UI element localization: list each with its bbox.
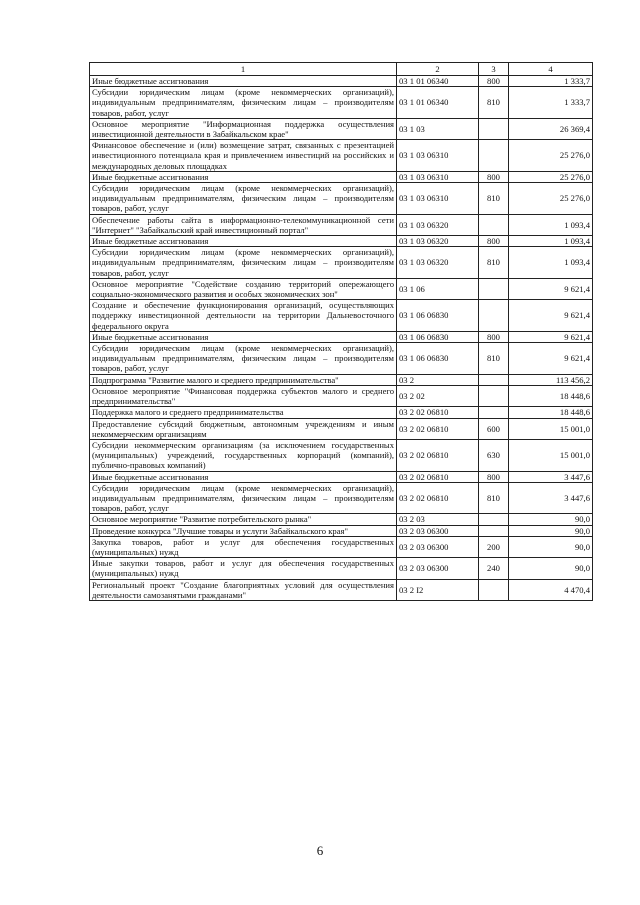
row-code-cell: 03 1 03 06320 [397, 236, 479, 247]
row-code-cell: 03 1 06 [397, 278, 479, 299]
row-type-cell [479, 579, 509, 600]
table-row [90, 536, 593, 557]
row-name-cell: Субсидии юридическим лицам (кроме некоммерческих организаций), индивидуальным предпринимателям, физическим лицам – производителям товаров, работ, услуг [90, 87, 397, 119]
row-amount-cell: 26 369,4 [509, 118, 593, 139]
row-type-cell: 800 [479, 171, 509, 182]
page-number: 6 [316, 843, 324, 858]
row-code-cell: 03 2 02 06810 [397, 482, 479, 514]
row-code-cell: 03 2 03 [397, 514, 479, 525]
row-name-cell: Иные бюджетные ассигнования [90, 331, 397, 342]
row-amount-cell: 25 276,0 [509, 140, 593, 172]
row-name-cell: Проведение конкурса "Лучшие товары и услуги Забайкальского края" [90, 525, 397, 536]
table-row [90, 385, 593, 406]
row-code-cell: 03 2 02 06810 [397, 418, 479, 439]
table-row [90, 140, 593, 172]
row-code-cell: 03 2 02 06810 [397, 407, 479, 418]
table-row [90, 418, 593, 439]
table-row [90, 331, 593, 342]
row-type-cell [479, 118, 509, 139]
row-type-cell [479, 214, 509, 235]
row-type-cell: 810 [479, 87, 509, 119]
header-col-4: 4 [509, 63, 593, 76]
row-amount-cell: 1 333,7 [509, 76, 593, 87]
row-amount-cell: 90,0 [509, 525, 593, 536]
table-row [90, 482, 593, 514]
row-name-cell: Иные бюджетные ассигнования [90, 471, 397, 482]
row-name-cell: Субсидии юридическим лицам (кроме некоммерческих организаций), индивидуальным предпринимателям, физическим лицам – производителям товаров, работ, услуг [90, 247, 397, 279]
row-code-cell: 03 1 01 06340 [397, 87, 479, 119]
row-type-cell: 810 [479, 343, 509, 375]
row-type-cell [479, 300, 509, 332]
row-name-cell: Субсидии некоммерческим организациям (за исключением государственных (муниципальных) учреждений, государственных корпораций (компаний), публично-правовых компаний) [90, 439, 397, 471]
table-row [90, 471, 593, 482]
row-amount-cell: 18 448,6 [509, 385, 593, 406]
table-row [90, 118, 593, 139]
row-amount-cell: 1 333,7 [509, 87, 593, 119]
row-amount-cell: 3 447,6 [509, 471, 593, 482]
row-amount-cell: 9 621,4 [509, 343, 593, 375]
row-name-cell: Финансовое обеспечение и (или) возмещение затрат, связанных с презентацией инвестиционного потенциала края и привлечением инвестиций на российских и международных деловых площадках [90, 140, 397, 172]
row-code-cell: 03 1 06 06830 [397, 331, 479, 342]
row-amount-cell: 25 276,0 [509, 183, 593, 215]
table-row [90, 236, 593, 247]
row-amount-cell: 90,0 [509, 514, 593, 525]
row-code-cell: 03 1 01 06340 [397, 76, 479, 87]
row-type-cell: 240 [479, 558, 509, 579]
row-type-cell: 810 [479, 183, 509, 215]
table-row [90, 171, 593, 182]
row-name-cell: Предоставление субсидий бюджетным, автономным учреждениям и иным некоммерческим организациям [90, 418, 397, 439]
row-code-cell: 03 2 I2 [397, 579, 479, 600]
row-code-cell: 03 1 03 [397, 118, 479, 139]
row-name-cell: Основное мероприятие "Содействие созданию территорий опережающего социально-экономического развития и особых экономических зон" [90, 278, 397, 299]
row-code-cell: 03 1 03 06320 [397, 247, 479, 279]
row-type-cell: 800 [479, 236, 509, 247]
row-amount-cell: 9 621,4 [509, 331, 593, 342]
row-code-cell: 03 2 02 06810 [397, 471, 479, 482]
row-name-cell: Субсидии юридическим лицам (кроме некоммерческих организаций), индивидуальным предпринимателям, физическим лицам – производителям товаров, работ, услуг [90, 482, 397, 514]
table-body [90, 76, 593, 601]
table-header-row [90, 63, 593, 76]
table-row [90, 300, 593, 332]
row-name-cell: Основное мероприятие "Финансовая поддержка субъектов малого и среднего предпринимательства" [90, 385, 397, 406]
row-type-cell [479, 385, 509, 406]
table-row [90, 247, 593, 279]
row-name-cell: Региональный проект "Создание благоприятных условий для осуществления деятельности самозанятыми гражданами" [90, 579, 397, 600]
row-name-cell: Субсидии юридическим лицам (кроме некоммерческих организаций), индивидуальным предпринимателям, физическим лицам – производителям товаров, работ, услуг [90, 183, 397, 215]
row-type-cell [479, 374, 509, 385]
row-name-cell: Иные закупки товаров, работ и услуг для обеспечения государственных (муниципальных) нужд [90, 558, 397, 579]
row-name-cell: Иные бюджетные ассигнования [90, 236, 397, 247]
row-code-cell: 03 2 03 06300 [397, 558, 479, 579]
row-amount-cell: 90,0 [509, 536, 593, 557]
row-name-cell: Создание и обеспечение функционирования организаций, осуществляющих поддержку инвестиционной деятельности на территории Дальневосточного федерального округа [90, 300, 397, 332]
table-row [90, 87, 593, 119]
row-code-cell: 03 1 03 06320 [397, 214, 479, 235]
row-name-cell: Иные бюджетные ассигнования [90, 171, 397, 182]
table-row [90, 558, 593, 579]
row-type-cell: 810 [479, 482, 509, 514]
row-amount-cell: 113 456,2 [509, 374, 593, 385]
row-type-cell: 810 [479, 247, 509, 279]
row-amount-cell: 15 001,0 [509, 439, 593, 471]
row-code-cell: 03 1 03 06310 [397, 183, 479, 215]
row-name-cell: Иные бюджетные ассигнования [90, 76, 397, 87]
table-row [90, 407, 593, 418]
row-amount-cell: 1 093,4 [509, 247, 593, 279]
row-amount-cell: 18 448,6 [509, 407, 593, 418]
header-col-1: 1 [90, 63, 397, 76]
table-row [90, 278, 593, 299]
row-type-cell [479, 278, 509, 299]
table-row [90, 76, 593, 87]
header-col-2: 2 [397, 63, 479, 76]
row-type-cell: 800 [479, 76, 509, 87]
row-name-cell: Подпрограмма "Развитие малого и среднего предпринимательства" [90, 374, 397, 385]
budget-table [89, 62, 593, 601]
row-amount-cell: 1 093,4 [509, 214, 593, 235]
row-code-cell: 03 1 06 06830 [397, 300, 479, 332]
table-row [90, 579, 593, 600]
table-row [90, 374, 593, 385]
table-row [90, 439, 593, 471]
row-amount-cell: 3 447,6 [509, 482, 593, 514]
row-amount-cell: 4 470,4 [509, 579, 593, 600]
row-type-cell: 200 [479, 536, 509, 557]
row-amount-cell: 25 276,0 [509, 171, 593, 182]
row-type-cell [479, 140, 509, 172]
row-amount-cell: 15 001,0 [509, 418, 593, 439]
row-code-cell: 03 2 [397, 374, 479, 385]
table-row [90, 514, 593, 525]
header-col-3: 3 [479, 63, 509, 76]
row-name-cell: Поддержка малого и среднего предпринимательства [90, 407, 397, 418]
row-type-cell [479, 407, 509, 418]
table-row [90, 214, 593, 235]
row-type-cell: 800 [479, 331, 509, 342]
table-row [90, 183, 593, 215]
row-code-cell: 03 2 02 [397, 385, 479, 406]
row-type-cell [479, 525, 509, 536]
row-code-cell: 03 1 03 06310 [397, 171, 479, 182]
row-type-cell [479, 514, 509, 525]
row-type-cell: 600 [479, 418, 509, 439]
row-type-cell: 800 [479, 471, 509, 482]
row-name-cell: Основное мероприятие "Развитие потребительского рынка" [90, 514, 397, 525]
row-name-cell: Обеспечение работы сайта в информационно-телекоммуникационной сети "Интернет" "Забайкальский край инвестиционный портал" [90, 214, 397, 235]
row-amount-cell: 9 621,4 [509, 300, 593, 332]
row-code-cell: 03 2 02 06810 [397, 439, 479, 471]
table-row [90, 343, 593, 375]
row-name-cell: Основное мероприятие "Информационная поддержка осуществления инвестиционной деятельности в Забайкальском крае" [90, 118, 397, 139]
row-code-cell: 03 1 03 06310 [397, 140, 479, 172]
table-row [90, 525, 593, 536]
row-amount-cell: 1 093,4 [509, 236, 593, 247]
row-type-cell: 630 [479, 439, 509, 471]
row-code-cell: 03 2 03 06300 [397, 525, 479, 536]
row-code-cell: 03 1 06 06830 [397, 343, 479, 375]
row-name-cell: Субсидии юридическим лицам (кроме некоммерческих организаций), индивидуальным предпринимателям, физическим лицам – производителям товаров, работ, услуг [90, 343, 397, 375]
row-code-cell: 03 2 03 06300 [397, 536, 479, 557]
row-amount-cell: 9 621,4 [509, 278, 593, 299]
row-amount-cell: 90,0 [509, 558, 593, 579]
row-name-cell: Закупка товаров, работ и услуг для обеспечения государственных (муниципальных) нужд [90, 536, 397, 557]
